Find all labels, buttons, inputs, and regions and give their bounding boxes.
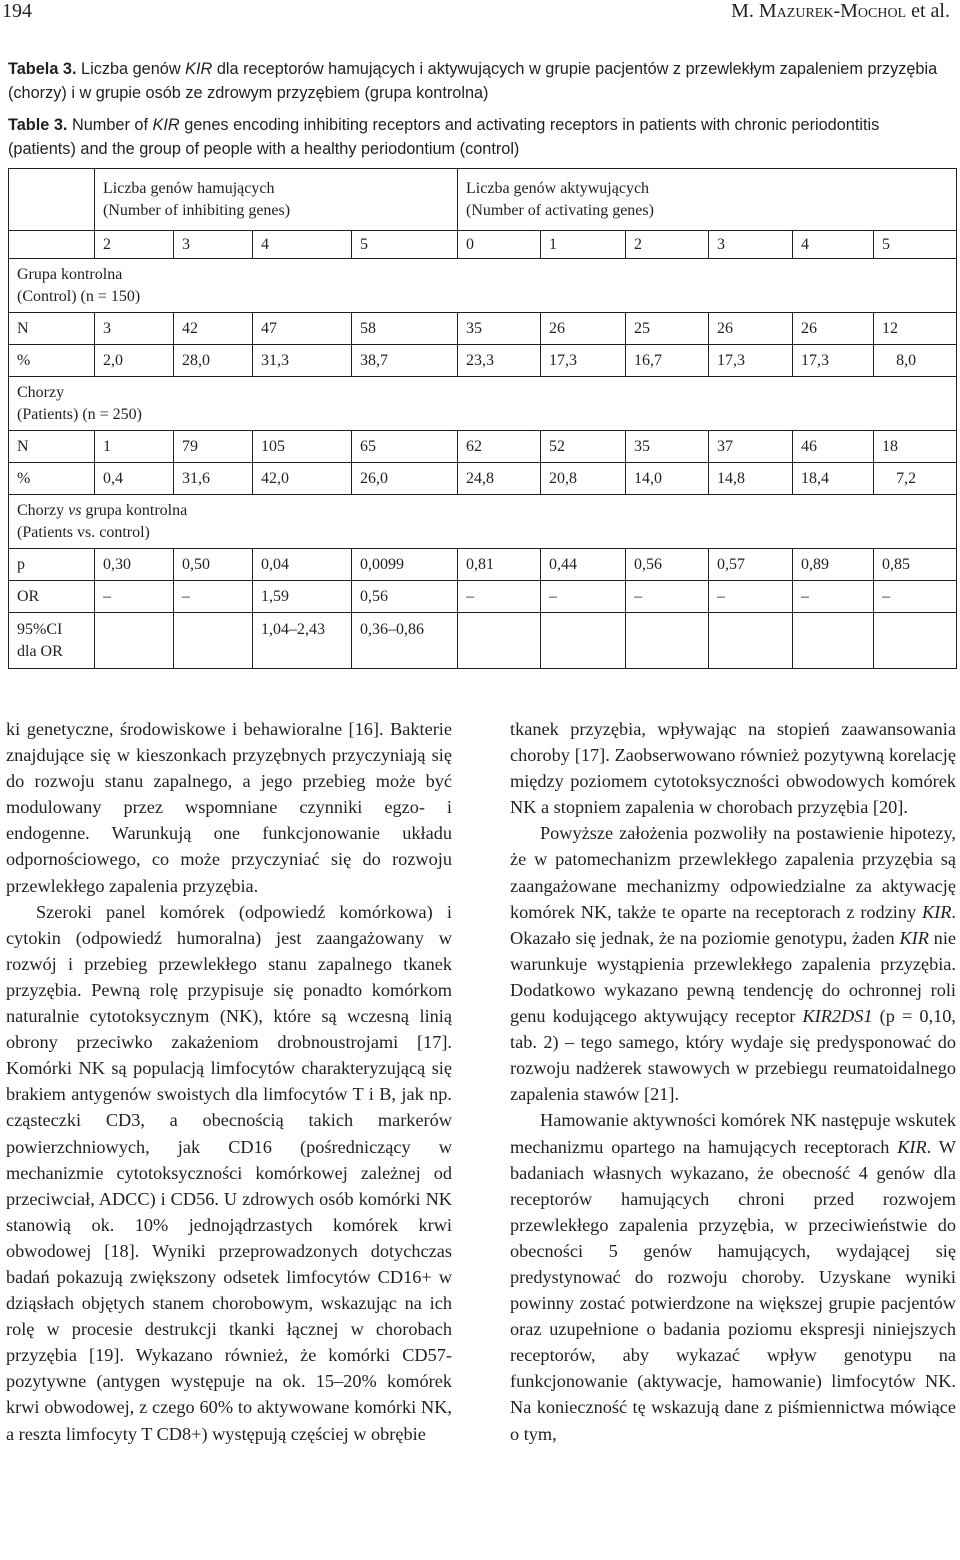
ci-label-line: 95%CI <box>17 620 63 638</box>
table-cell: 23,3 <box>458 345 541 377</box>
control-pct-row <box>9 345 957 377</box>
header-line: Liczba genów hamujących <box>103 179 275 197</box>
paragraph-text: . W badaniach własnych wykazano, że obecność 4 genów dla receptorów hamujących chroni przed rozwojem przewlekłego zapalenia przyzębia, w przeciwieństwie do obecności 5 genów hamujących, wydającej się predystynować do rozwoju choroby. Uzyskane wyniki powinny zostać potwierdzone na większej grupie pacjentów oraz uzupełnione o badania poziomu ekspresji niniejszych receptorów, aby wykazać wpływ genotypu na funkcjonowanie (aktywacje, hamowanie) limfocytów NK. Na konieczność tę wskazują dane z piśmiennictwa mówiące o tym, <box>510 1136 956 1444</box>
table-cell: 3 <box>709 231 793 259</box>
table-cell: 0,36–0,86 <box>352 613 458 669</box>
table-cell: 35 <box>458 313 541 345</box>
table-cell: 17,3 <box>709 345 793 377</box>
table-cell: 0,04 <box>253 549 352 581</box>
body-column-left <box>6 716 452 1560</box>
table-cell: 2,0 <box>95 345 174 377</box>
control-n-row <box>9 313 957 345</box>
table-cell: 31,3 <box>253 345 352 377</box>
row-label: % <box>9 345 95 377</box>
header-line: (Number of activating genes) <box>466 201 654 219</box>
paragraph: Szeroki panel komórek (odpowiedź komórkowa) i cytokin (odpowiedź humoralna) jest zaangażowany w rozwój i przebieg przewlekłego stanu zapalnego tkanek przyzębia. Pewną rolę przypisuje się ponadto komórkom naturalnie cytotoksycznym (NK), które są wczesną linią obrony przeciwko zakażeniom drobnoustrojami [17]. Komórki NK są populacją limfocytów charakteryzującą się brakiem antygenów swoistych dla limfocytów T i B, jak np. cząsteczki CD3, a obecnością takich markerów powierzchniowych, jak CD16 (pośredniczący w mechanizmie cytotoksyczności komórkowej zależnej od przeciwciał, ADCC) i CD56. U zdrowych osób komórki NK stanowią ok. 10% jednojądrzastych komórek krwi obwodowej [18]. Wyniki przeprowadzonych dotychczas badań pokazują zwiększony odsetek limfocytów CD16+ w dziąsłach objętych stanem chorobowym, wskazując na ich rolę w procesie destrukcji tkanki łącznej w chorobach przyzębia [19]. Wykazano również, że komórki CD57-pozytywne (antygen występuje na ok. 15–20% komórek krwi obwodowej, z czego 60% to aktywowane komórki NK, a reszta limfocyty T CD8+) występują częściej w obrębie <box>6 901 452 1444</box>
body-column-right <box>510 716 956 1560</box>
table-cell: 4 <box>253 231 352 259</box>
control-group-label <box>9 259 957 313</box>
patients-group-row <box>9 377 957 431</box>
row-label: N <box>9 431 95 463</box>
page-number: 194 <box>2 0 32 22</box>
caption-label: Table 3. <box>8 116 68 134</box>
table-header-row <box>9 169 957 231</box>
table-cell: 0,50 <box>174 549 253 581</box>
table-cell <box>458 613 541 669</box>
table-cell: 0,56 <box>352 581 458 613</box>
patients-pct-row <box>9 463 957 495</box>
comparison-row <box>9 495 957 549</box>
empty-header-cell <box>9 169 95 231</box>
table-cell: 25 <box>626 313 709 345</box>
table-cell: 16,7 <box>626 345 709 377</box>
table-cell: 18 <box>874 431 957 463</box>
paragraph-text: Powyższe założenia pozwoliły na postawienie hipotezy, że w patomechanizm przewlekłego zapalenia przyzębia są zaangażowane mechanizmy odpowiedzialne za aktywację komórek NK, także te oparte na receptorach z rodziny <box>510 823 956 922</box>
author-name: Mazurek-Mochol <box>758 0 907 22</box>
paragraph: ki genetyczne, środowiskowe i behawioralne [16]. Bakterie znajdujące się w kieszonkach przyzębnych przyczyniają się do rozwoju stanu zapalnego, a jego przebieg może być modulowany przez wspomniane czynniki egzo- i endogenne. Warunkują one funkcjonowanie układu odpornościowego, co może przyczyniać się do rozwoju przewlekłego zapalenia przyzębia. <box>6 719 452 896</box>
running-head <box>731 0 950 23</box>
table-cell <box>626 613 709 669</box>
paragraph-text: (p = 0,10, tab. 2) – tego samego, który wydaje się predysponować do rozwoju nadżerek stawowych w przebiegu reumatoidalnego zapalenia stawów [21]. <box>510 1006 956 1105</box>
table-cell: 0,81 <box>458 549 541 581</box>
table-cell: 2 <box>626 231 709 259</box>
table-cell: 14,8 <box>709 463 793 495</box>
patients-n-row <box>9 431 957 463</box>
table-cell: 0,57 <box>709 549 793 581</box>
table-cell: 35 <box>626 431 709 463</box>
table-cell: – <box>793 581 874 613</box>
table-cell: 17,3 <box>541 345 626 377</box>
kir-table-container <box>8 168 956 666</box>
paragraph-text: nie warunkuje wystąpienia przewlekłego zapalenia przyzębia. Dodatkowo wykazano pewną tendencję do ochronnej roli genu kodującego aktywujący receptor <box>510 927 956 1027</box>
table-cell: 42 <box>174 313 253 345</box>
gene-count-row <box>9 231 957 259</box>
header-line: (Number of inhibiting genes) <box>103 201 291 219</box>
ci-label-line: dla OR <box>17 642 63 660</box>
kir-gene-table <box>8 168 957 669</box>
table-cell: 0,56 <box>626 549 709 581</box>
table-cell: 2 <box>95 231 174 259</box>
caption-text: Liczba genów <box>81 60 181 78</box>
control-group-row <box>9 259 957 313</box>
table-cell: 5 <box>874 231 957 259</box>
table-cell: 8,0 <box>874 345 957 377</box>
table-cell: 1,04–2,43 <box>253 613 352 669</box>
caption-gene: KIR <box>185 60 213 78</box>
ci-row <box>9 613 957 669</box>
paragraph <box>510 1107 956 1446</box>
table-cell: 62 <box>458 431 541 463</box>
caption-gene: KIR <box>152 116 180 134</box>
table-cell: 26,0 <box>352 463 458 495</box>
caption-text: Number of <box>71 116 148 134</box>
table-cell: – <box>626 581 709 613</box>
table-cell: 28,0 <box>174 345 253 377</box>
table-cell <box>709 613 793 669</box>
group-label-line: Chorzy <box>17 383 65 401</box>
table-cell: 1,59 <box>253 581 352 613</box>
table-cell: 5 <box>352 231 458 259</box>
table-cell <box>874 613 957 669</box>
table-caption-polish <box>8 57 948 105</box>
header-line: Liczba genów aktywujących <box>466 179 650 197</box>
table-cell: 7,2 <box>874 463 957 495</box>
or-row <box>9 581 957 613</box>
table-cell: – <box>541 581 626 613</box>
table-cell: – <box>174 581 253 613</box>
table-cell: 0,44 <box>541 549 626 581</box>
row-label <box>9 613 95 669</box>
table-cell <box>174 613 253 669</box>
group-label-line: (Control) (n = 150) <box>17 287 141 305</box>
table-cell: 1 <box>541 231 626 259</box>
table-cell: 26 <box>541 313 626 345</box>
table-cell: 37 <box>709 431 793 463</box>
table-cell: 47 <box>253 313 352 345</box>
table-cell: 26 <box>793 313 874 345</box>
paragraph-text: . Okazało się jednak, że na poziomie genotypu, żaden <box>510 901 956 948</box>
page-header <box>0 0 960 30</box>
comparison-label <box>9 495 957 549</box>
row-label: OR <box>9 581 95 613</box>
table-cell <box>793 613 874 669</box>
table-cell: 3 <box>174 231 253 259</box>
table-caption-english <box>8 113 948 161</box>
table-cell: 26 <box>709 313 793 345</box>
table-cell: 42,0 <box>253 463 352 495</box>
caption-text: genes encoding inhibiting receptors and activating receptors in patients with chronic periodontitis (patients) and the group of people with a healthy periodontium (control) <box>8 116 880 158</box>
row-label: % <box>9 463 95 495</box>
caption-text: dla receptorów hamujących i aktywujących w grupie pacjentów z przewlekłym zapaleniem przyzębia (chorzy) i w grupie osób ze zdrowym przyzębiem (grupa kontrolna) <box>8 60 938 102</box>
table-cell: 58 <box>352 313 458 345</box>
row-label: p <box>9 549 95 581</box>
comparison-label-text: grupa kontrolna <box>85 501 188 519</box>
table-cell: 14,0 <box>626 463 709 495</box>
table-cell: – <box>458 581 541 613</box>
table-cell: 0,0099 <box>352 549 458 581</box>
group-label-line: (Patients) (n = 250) <box>17 405 142 423</box>
table-cell: 4 <box>793 231 874 259</box>
table-cell: 3 <box>95 313 174 345</box>
table-cell: 18,4 <box>793 463 874 495</box>
table-cell: – <box>874 581 957 613</box>
gene-name: KIR2DS1 <box>802 1006 873 1027</box>
author-initial: M. <box>731 0 754 22</box>
table-cell: 0,89 <box>793 549 874 581</box>
gene-name: KIR <box>921 901 952 922</box>
table-cell <box>541 613 626 669</box>
paragraph: tkanek przyzębia, wpływając na stopień zaawansowania choroby [17]. Zaobserwowano również pozytywną korelację między poziomem cytotoksyczności obwodowych komórek NK a stopniem zapalenia w chorobach przyzębia [20]. <box>510 719 956 818</box>
p-value-row <box>9 549 957 581</box>
table-cell: 20,8 <box>541 463 626 495</box>
table-cell: 0,30 <box>95 549 174 581</box>
inhibiting-genes-header <box>95 169 458 231</box>
gene-name: KIR <box>897 1136 927 1157</box>
group-label-line: Grupa kontrolna <box>17 265 123 283</box>
table-cell: 79 <box>174 431 253 463</box>
comparison-label-text: Chorzy <box>17 501 65 519</box>
comparison-label-text: (Patients vs. control) <box>17 523 150 541</box>
table-cell: 46 <box>793 431 874 463</box>
activating-genes-header <box>458 169 957 231</box>
author-suffix: et al. <box>911 0 950 22</box>
patients-group-label <box>9 377 957 431</box>
table-cell <box>9 231 95 259</box>
table-cell: 0,4 <box>95 463 174 495</box>
table-cell: 24,8 <box>458 463 541 495</box>
table-cell: 17,3 <box>793 345 874 377</box>
table-cell: 0 <box>458 231 541 259</box>
gene-name: KIR <box>899 927 929 948</box>
comparison-vs: vs <box>68 501 82 519</box>
table-cell <box>95 613 174 669</box>
table-cell: 38,7 <box>352 345 458 377</box>
table-cell: – <box>95 581 174 613</box>
paragraph-text: Hamowanie aktywności komórek NK następuje wskutek mechanizmu opartego na hamujących receptorach <box>510 1110 956 1157</box>
table-cell: 31,6 <box>174 463 253 495</box>
table-cell: 1 <box>95 431 174 463</box>
table-cell: 12 <box>874 313 957 345</box>
table-cell: 105 <box>253 431 352 463</box>
table-cell: 0,85 <box>874 549 957 581</box>
table-cell: 52 <box>541 431 626 463</box>
paragraph <box>510 820 956 1107</box>
table-cell: 65 <box>352 431 458 463</box>
caption-label: Tabela 3. <box>8 60 77 78</box>
row-label: N <box>9 313 95 345</box>
table-cell: – <box>709 581 793 613</box>
